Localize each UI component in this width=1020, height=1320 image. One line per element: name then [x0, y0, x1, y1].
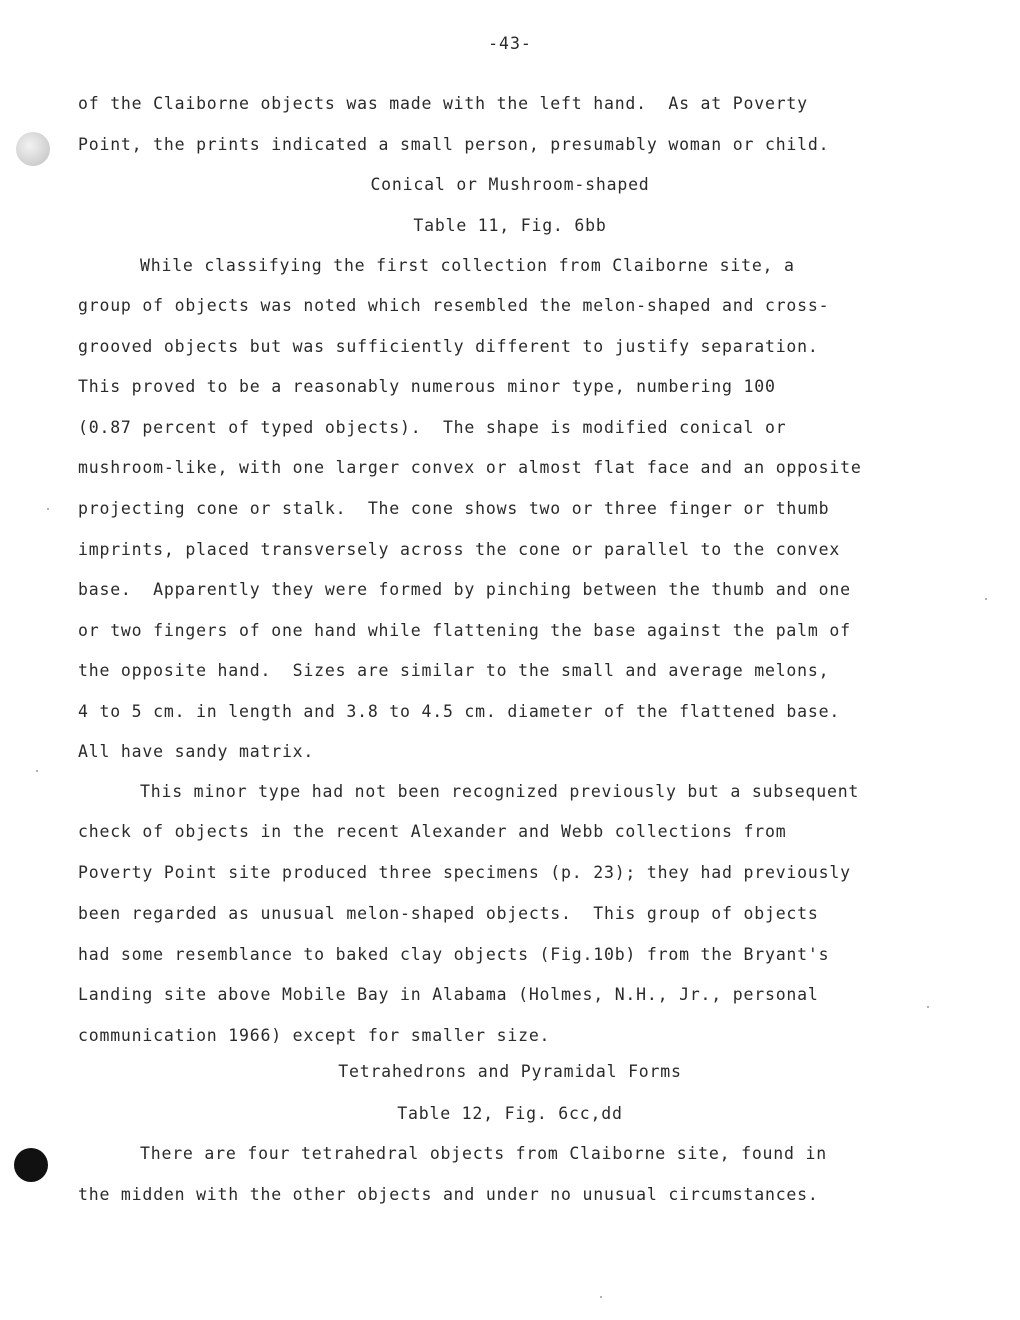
- text-line: group of objects was noted which resembled the melon-shaped and cross-: [78, 296, 830, 315]
- text-line: communication 1966) except for smaller size.: [78, 1026, 551, 1045]
- scan-speck: [600, 1296, 602, 1298]
- text-line: All have sandy matrix.: [78, 742, 315, 761]
- page-number: -43-: [488, 34, 532, 53]
- text-line: (0.87 percent of typed objects). The shape is modified conical or: [78, 418, 787, 437]
- text-line: Poverty Point site produced three specimens (p. 23); they had previously: [78, 863, 851, 882]
- scan-speck: [47, 508, 49, 510]
- text-line: projecting cone or stalk. The cone shows two or three finger or thumb: [78, 499, 830, 518]
- scan-speck: [927, 1006, 929, 1008]
- text-line: or two fingers of one hand while flattening the base against the palm of: [78, 621, 851, 640]
- scan-speck: [985, 598, 987, 600]
- text-line: 4 to 5 cm. in length and 3.8 to 4.5 cm. diameter of the flattened base.: [78, 702, 841, 721]
- text-line: the midden with the other objects and under no unusual circumstances.: [78, 1185, 819, 1204]
- punch-hole-bottom: [14, 1148, 48, 1182]
- text-line: Point, the prints indicated a small person, presumably woman or child.: [78, 135, 830, 154]
- table-figure-reference: Table 11, Fig. 6bb: [413, 216, 607, 235]
- text-line: been regarded as unusual melon-shaped objects. This group of objects: [78, 904, 819, 923]
- text-line: While classifying the first collection from Claiborne site, a: [140, 256, 795, 275]
- scan-speck: [36, 770, 38, 772]
- text-line: the opposite hand. Sizes are similar to the small and average melons,: [78, 661, 830, 680]
- text-line: This proved to be a reasonably numerous minor type, numbering 100: [78, 377, 776, 396]
- text-line: There are four tetrahedral objects from Claiborne site, found in: [140, 1144, 827, 1163]
- text-line: imprints, placed transversely across the cone or parallel to the convex: [78, 540, 841, 559]
- text-line: of the Claiborne objects was made with the left hand. As at Poverty: [78, 94, 808, 113]
- section-heading: Tetrahedrons and Pyramidal Forms: [338, 1062, 682, 1081]
- text-line: grooved objects but was sufficiently different to justify separation.: [78, 337, 819, 356]
- text-line: check of objects in the recent Alexander and Webb collections from: [78, 822, 787, 841]
- text-line: mushroom-like, with one larger convex or almost flat face and an opposite: [78, 458, 862, 477]
- text-line: This minor type had not been recognized previously but a subsequent: [140, 782, 860, 801]
- text-line: base. Apparently they were formed by pinching between the thumb and one: [78, 580, 851, 599]
- text-line: had some resemblance to baked clay objects (Fig.10b) from the Bryant's: [78, 945, 830, 964]
- punch-hole-top: [16, 132, 50, 166]
- section-heading: Conical or Mushroom-shaped: [370, 175, 650, 194]
- text-line: Landing site above Mobile Bay in Alabama (Holmes, N.H., Jr., personal: [78, 985, 819, 1004]
- table-figure-reference: Table 12, Fig. 6cc,dd: [397, 1104, 623, 1123]
